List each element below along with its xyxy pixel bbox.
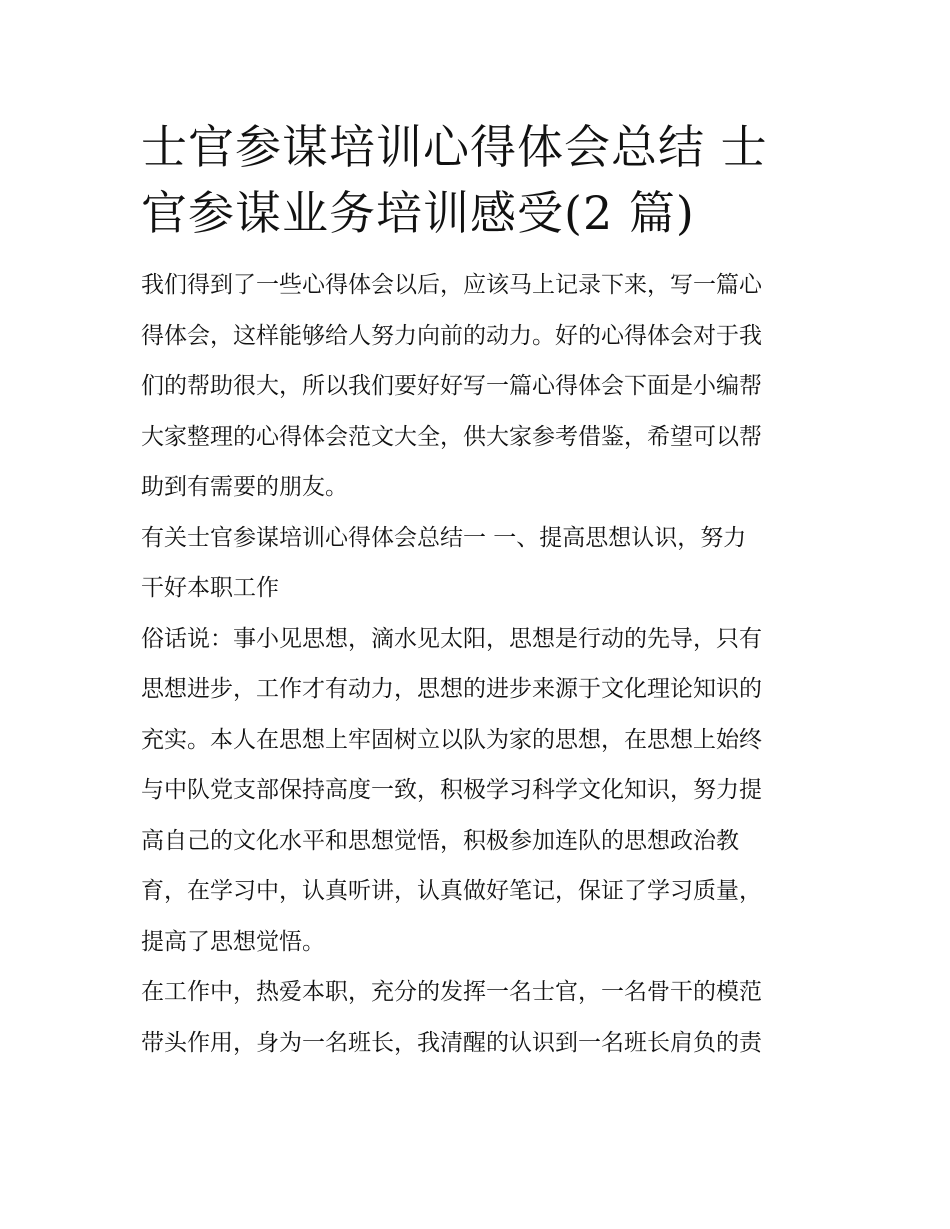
body-paragraph: 俗话说：事小见思想，滴水见太阳，思想是行动的先导，只有 思想进步，工作才有动力，思想的进步来源于文化理论知识的 充实。本人在思想上牢固树立以队为家的思想，在思想上始终 与中队党支部保持高度一致，积极学习科学文化知识，努力提 高自己的文化水平和思想觉悟，积极参加连队的思想政治教 育，在学习中，认真听讲，认真做好笔记，保证了学习质量， 提高了思想觉悟。 <box>141 625 762 955</box>
body-paragraph: 在工作中，热爱本职，充分的发挥一名士官，一名骨干的模范 带头作用，身为一名班长，我清醒的认识到一名班长肩负的责 <box>141 979 762 1056</box>
section-heading-paragraph: 有关士官参谋培训心得体会总结一 一、提高思想认识，努力 干好本职工作 <box>141 524 747 601</box>
document-body <box>141 114 816 1068</box>
document-title: 士官参谋培训心得体会总结 士 官参谋业务培训感受(2 篇) <box>141 120 768 240</box>
intro-paragraph: 我们得到了一些心得体会以后，应该马上记录下来，写一篇心 得体会，这样能够给人努力向前的动力。好的心得体会对于我 们的帮助很大，所以我们要好好写一篇心得体会下面是小编帮 大家整理的心得体会范文大全，供大家参考借鉴，希望可以帮 助到有需要的朋友。 <box>141 272 762 500</box>
